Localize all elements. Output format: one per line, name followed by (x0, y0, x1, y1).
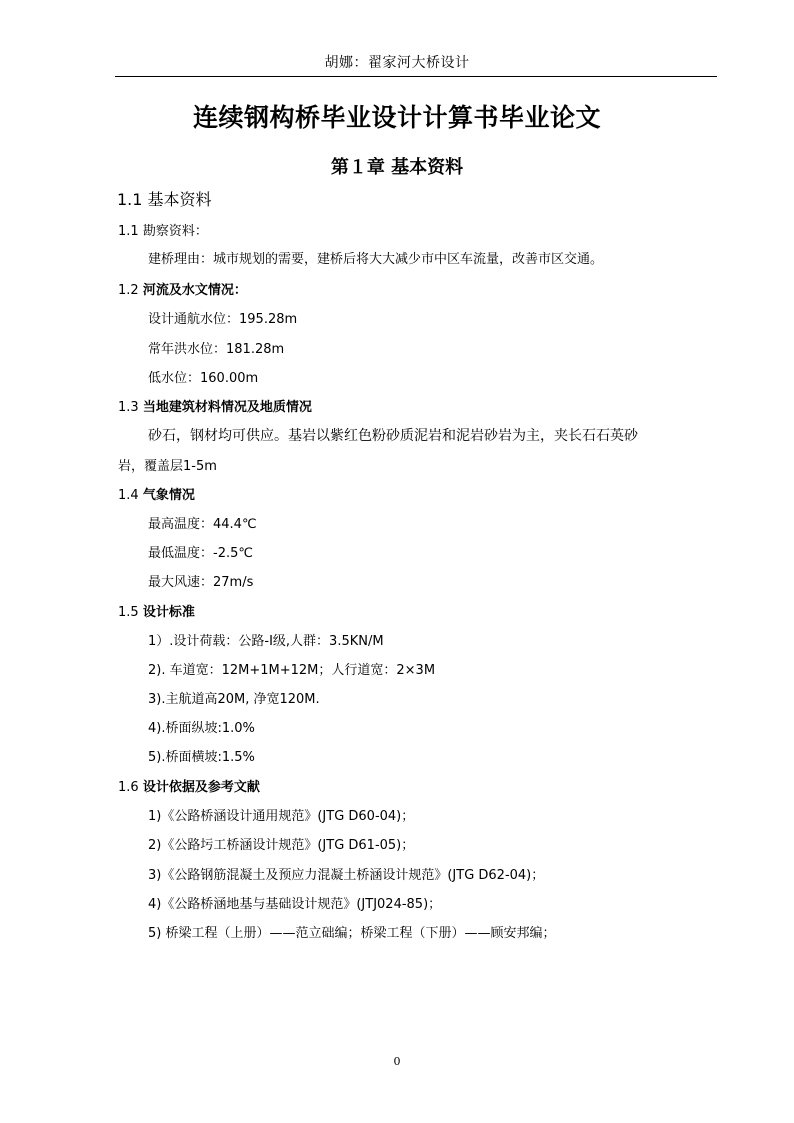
text-line: 砂石，钢材均可供应。基岩以紫红色粉砂质泥岩和泥岩砂岩为主，夹长石石英砂 (148, 428, 638, 444)
reference-item: 2)《公路圬工桥涵设计规范》(JTG D61-05)； (148, 838, 415, 853)
subsection-title: 当地建筑材料情况及地质情况 (142, 400, 312, 415)
text-line: 岩，覆盖层1-5m (118, 459, 217, 474)
text-line: 设计通航水位：195.28m (148, 312, 298, 327)
reference-item: 4)《公路桥涵地基与基础设计规范》(JTJ024-85)； (148, 897, 442, 912)
text-line: 3).主航道高20M, 净宽120M. (148, 692, 320, 707)
text-line: 4).桥面纵坡:1.0% (148, 721, 255, 736)
subsection-number: 1.6 (118, 780, 143, 795)
subsection-heading-1-5 (118, 601, 195, 620)
text-line: 最高温度：44.4℃ (148, 517, 257, 532)
subsection-title: 河流及水文情况： (142, 283, 247, 298)
subsection-heading-1-3 (118, 396, 312, 415)
subsection-title: 设计标准 (142, 605, 195, 620)
text-line: 建桥理由：城市规划的需要，建桥后将大大减少市中区车流量，改善市区交通。 (148, 252, 604, 267)
subsection-heading-1-6 (118, 776, 260, 795)
page-number: 0 (393, 1055, 401, 1068)
subsection-title: 设计依据及参考文献 (142, 780, 260, 795)
subsection-title: 气象情况 (142, 488, 195, 503)
subsection-number: 1.2 (118, 283, 143, 298)
subsection-title: 勘察资料： (142, 224, 208, 239)
reference-item: 3)《公路钢筋混凝土及预应力混凝土桥涵设计规范》(JTG D62-04)； (148, 868, 545, 883)
subsection-number: 1.3 (118, 400, 143, 415)
subsection-heading-1-1 (118, 220, 208, 239)
subsection-heading-1-4 (118, 484, 195, 503)
text-line: 最大风速：27m/s (148, 575, 254, 590)
text-line: 最低温度：-2.5℃ (148, 546, 253, 561)
reference-item: 5) 桥梁工程（上册）——范立础编；桥梁工程（下册）——顾安邦编； (148, 926, 556, 941)
header-rule (115, 76, 717, 77)
subsection-number: 1.5 (118, 605, 143, 620)
text-line: 5).桥面横坡:1.5% (148, 750, 255, 765)
text-line: 1）.设计荷载：公路-Ⅰ级,人群：3.5KN/M (148, 634, 384, 649)
section-title: 1.1 基本资料 (117, 190, 212, 209)
subsection-number: 1.4 (118, 488, 143, 503)
header-text: 胡娜：翟家河大桥设计 (324, 55, 470, 71)
text-line: 常年洪水位：181.28m (148, 342, 285, 357)
subsection-number: 1.1 (118, 224, 143, 239)
chapter-title: 第１章 基本资料 (330, 157, 464, 178)
document-title: 连续钢构桥毕业设计计算书毕业论文 (192, 103, 601, 132)
text-line: 2). 车道宽：12M+1M+12M；人行道宽：2×3M (148, 663, 436, 678)
reference-item: 1)《公路桥涵设计通用规范》(JTG D60-04)； (148, 809, 415, 824)
text-line: 低水位：160.00m (148, 371, 259, 386)
subsection-heading-1-2 (118, 279, 247, 298)
